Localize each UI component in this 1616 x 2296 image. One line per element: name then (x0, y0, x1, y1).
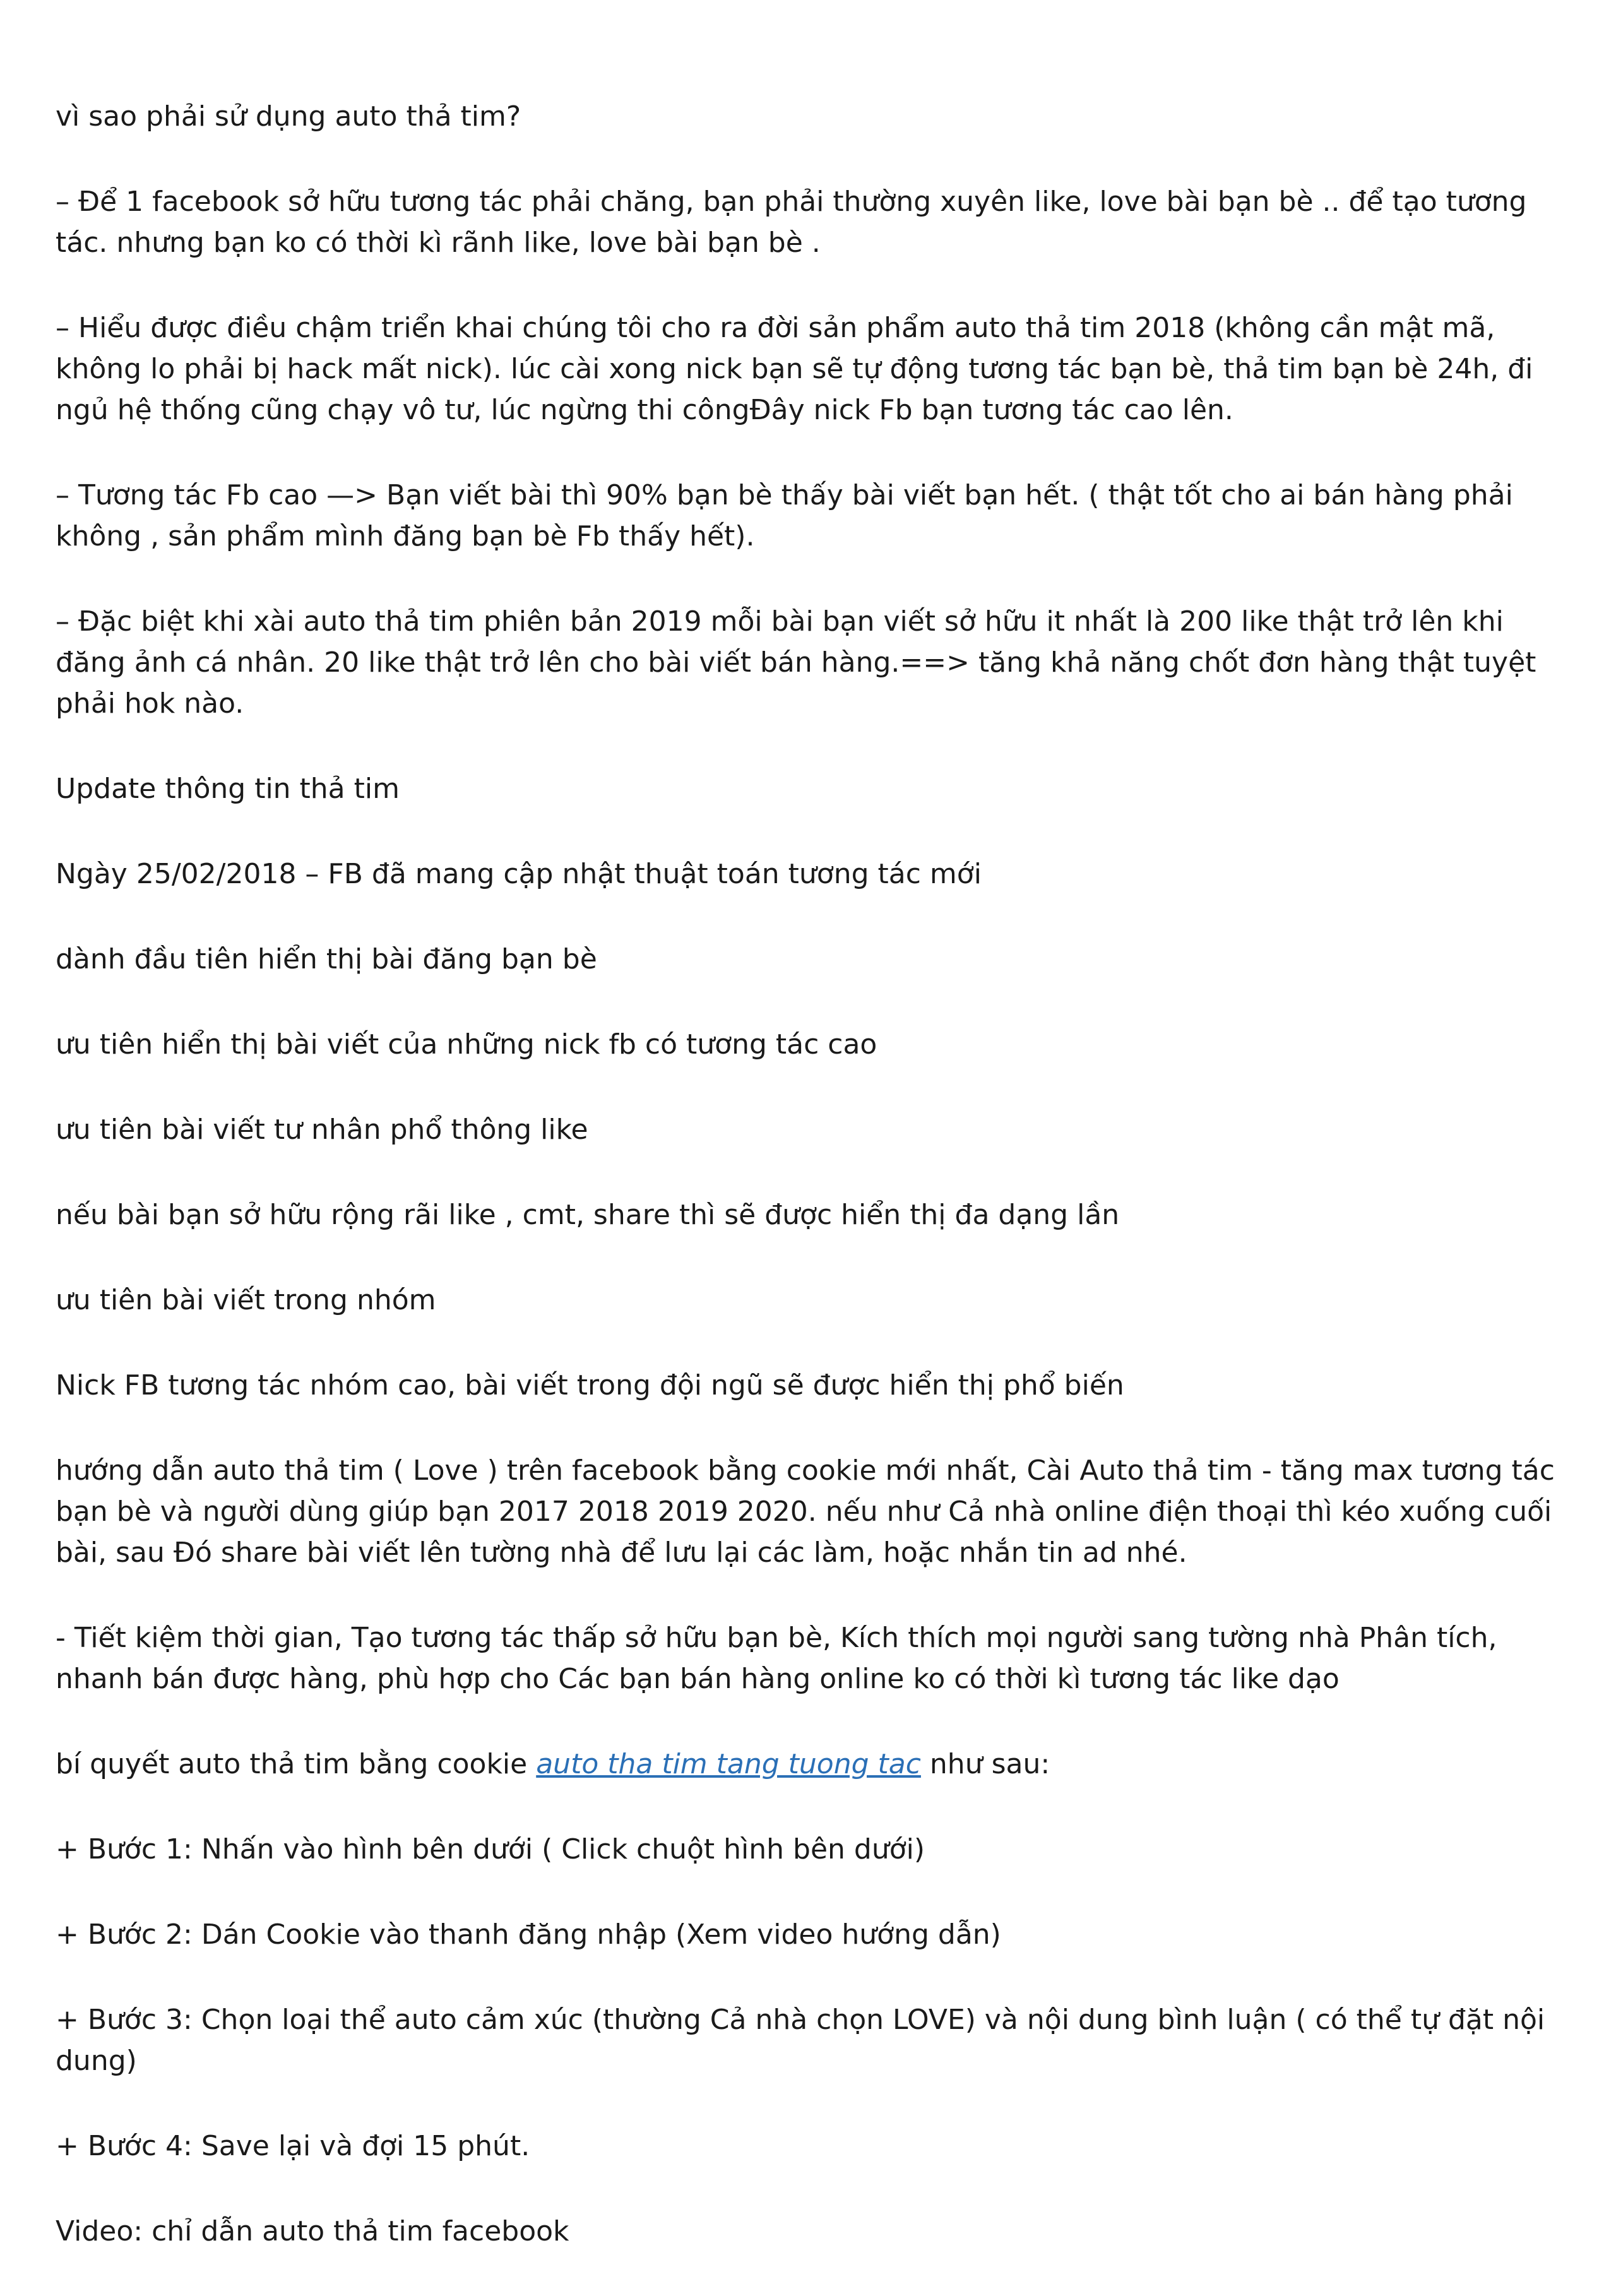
paragraph-high-interaction: – Tương tác Fb cao —> Bạn viết bài thì 90% bạn bè thấy bài viết bạn hết. ( thật tốt cho ai bán hàng phải không , sản phẩm mình đăng bạn bè Fb thấy hết). (56, 479, 1513, 552)
step-2: + Bước 2: Dán Cookie vào thanh đăng nhập (Xem video hướng dẫn) (56, 1918, 1001, 1951)
paragraph-priority-high-nick: ưu tiên hiển thị bài viết của những nick fb có tương tác cao (56, 1028, 877, 1061)
paragraph-product: – Hiểu được điều chậm triển khai chúng tôi cho ra đời sản phẩm auto thả tim 2018 (không cần mật mã, không lo phải bị hack mất nick). lúc cài xong nick bạn sẽ tự động tương tác bạn bè, thả tim bạn bè 24h, đi ngủ hệ thống cũng chạy vô tư, lúc ngừng thi côngĐây nick Fb bạn tương tác cao lên. (56, 312, 1533, 426)
paragraph-tips-link (56, 1744, 1571, 1785)
paragraph-date-update: Ngày 25/02/2018 – FB đã mang cập nhật thuật toán tương tác mới (56, 858, 982, 890)
paragraph-share-display: nếu bài bạn sở hữu rộng rãi like , cmt, share thì sẽ được hiển thị đa dạng lần (56, 1199, 1120, 1231)
step-1: + Bước 1: Nhấn vào hình bên dưới ( Click chuột hình bên dưới) (56, 1833, 925, 1865)
paragraph-priority-private: ưu tiên bài viết tư nhân phổ thông like (56, 1114, 588, 1146)
paragraph-priority-group: ưu tiên bài viết trong nhóm (56, 1284, 436, 1316)
step-3: + Bước 3: Chọn loại thể auto cảm xúc (thường Cả nhà chọn LOVE) và nội dung bình luận ( có thể tự đặt nội dung) (56, 2004, 1545, 2077)
document-body (56, 96, 1571, 2296)
paragraph-update-heading: Update thông tin thả tim (56, 773, 400, 805)
tips-text-before: bí quyết auto thả tim bằng cookie (56, 1748, 537, 1780)
paragraph-nick-group: Nick FB tương tác nhóm cao, bài viết trong đội ngũ sẽ được hiển thị phổ biến (56, 1369, 1124, 1401)
paragraph-priority-friends: dành đầu tiên hiển thị bài đăng bạn bè (56, 943, 597, 975)
paragraph-guide: hướng dẫn auto thả tim ( Love ) trên facebook bằng cookie mới nhất, Cài Auto thả tim - tăng max tương tác bạn bè và người dùng giúp bạn 2017 2018 2019 2020. nếu như Cả nhà online điện thoại thì kéo xuống cuối bài, sau Đó share bài viết lên tường nhà để lưu lại các làm, hoặc nhắn tin ad nhé. (56, 1454, 1555, 1569)
paragraph-special: – Đặc biệt khi xài auto thả tim phiên bản 2019 mỗi bài bạn viết sở hữu it nhất là 200 like thật trở lên khi đăng ảnh cá nhân. 20 like thật trở lên cho bài viết bán hàng.==> tăng khả năng chốt đơn hàng thật tuyệt phải hok nào. (56, 605, 1536, 720)
paragraph-intro: – Để 1 facebook sở hữu tương tác phải chăng, bạn phải thường xuyên like, love bài bạn bè .. để tạo tương tác. nhưng bạn ko có thời kì rãnh like, love bài bạn bè . (56, 186, 1527, 259)
paragraph-why-auto-heart: vì sao phải sử dụng auto thả tim? (56, 100, 521, 133)
paragraph-save-time: - Tiết kiệm thời gian, Tạo tương tác thấp sở hữu bạn bè, Kích thích mọi người sang tường nhà Phân tích, nhanh bán được hàng, phù hợp cho Các bạn bán hàng online ko có thời kì tương tác like dạo (56, 1622, 1497, 1695)
tips-text-after: như sau: (920, 1748, 1050, 1780)
auto-heart-link[interactable]: auto tha tim tang tuong tac (536, 1748, 921, 1780)
video-label: Video: chỉ dẫn auto thả tim facebook (56, 2215, 569, 2247)
step-4: + Bước 4: Save lại và đợi 15 phút. (56, 2130, 530, 2162)
